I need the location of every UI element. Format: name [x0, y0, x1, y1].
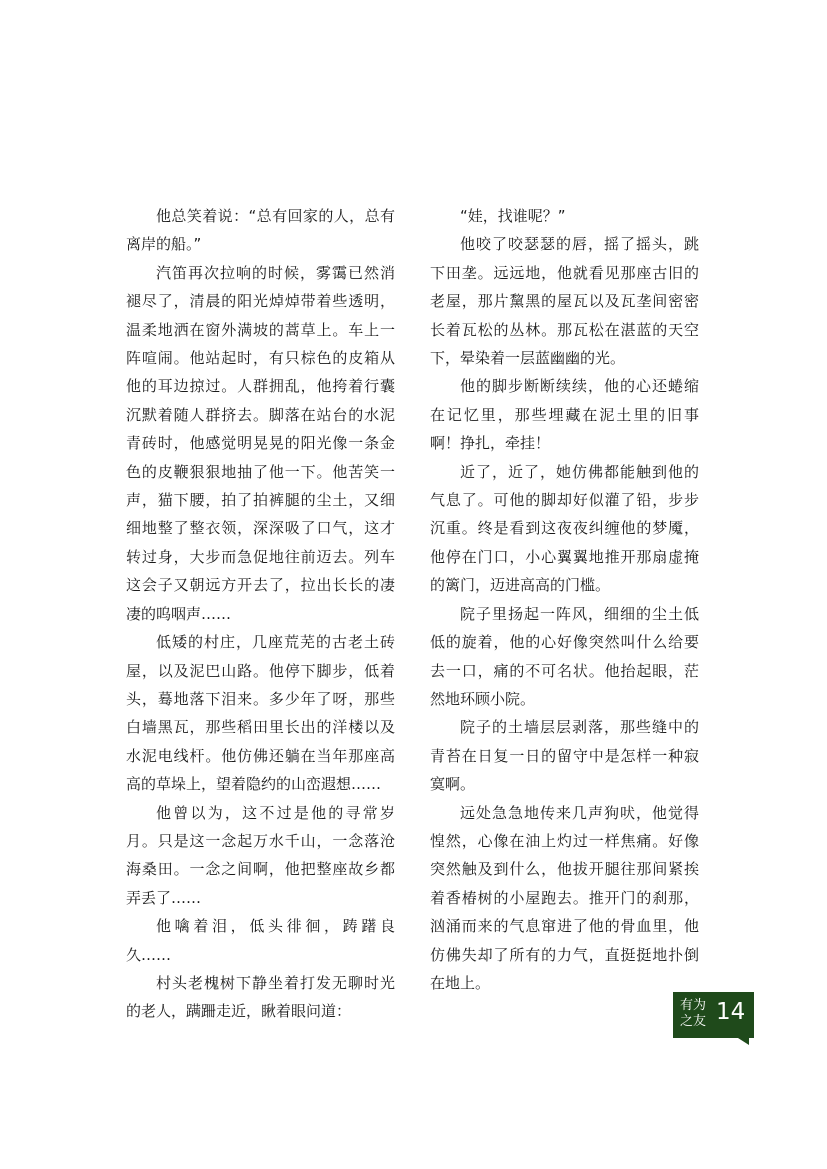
paragraph: 低矮的村庄，几座荒芜的古老土砖屋，以及泥巴山路。他停下脚步，低着头，蓦地落下泪来。多少年了呀，那些白墙黑瓦，那些稻田里长出的洋楼以及水泥电线杆。他仿佛还躺在当年那座高高的草垛上，望着隐约的山峦遐想…… — [126, 633, 395, 794]
page-number-badge — [673, 992, 754, 1038]
paragraph: 他噙着泪，低头徘徊，踌躇良久…… — [126, 917, 395, 964]
paragraph: 近了，近了，她仿佛都能触到他的气息了。可他的脚却好似灌了铅，步步沉重。终是看到这夜夜纠缠他的梦魇，他停在门口，小心翼翼地推开那扇虚掩的篱门，迈进高高的门槛。 — [430, 462, 699, 595]
right-text-column — [430, 202, 699, 997]
paragraph: 汽笛再次拉响的时候，雾霭已然消褪尽了，清晨的阳光焯焯带着些透明，温柔地洒在窗外满坡的蒿草上。车上一阵喧闹。他站起时，有只棕色的皮箱从他的耳边掠过。人群拥乱，他挎着行囊沉默着随人群挤去。脚落在站台的水泥青砖时，他感觉明晃晃的阳光像一条金色的皮鞭狠狠地抽了他一下。他苦笑一声，猫下腰，拍了拍裤腿的尘土，又细细地整了整衣领，深深吸了口气，这才转过身，大步而急促地往前迈去。列车这会子又朝远方开去了，拉出长长的凄凄的呜咽声…… — [126, 263, 395, 623]
paragraph: 院子里扬起一阵风，细细的尘土低低的旋着，他的心好像突然叫什么给要去一口，痛的不可名状。他抬起眼，茫然地环顾小院。 — [430, 604, 699, 708]
paragraph: 他咬了咬瑟瑟的唇，摇了摇头，跳下田垄。远远地，他就看见那座古旧的老屋，那片黧黑的屋瓦以及瓦垄间密密长着瓦松的丛林。那瓦松在湛蓝的天空下，晕染着一层蓝幽幽的光。 — [430, 235, 699, 368]
paragraph: “娃，找谁呢？” — [460, 207, 566, 225]
paragraph: 他曾以为，这不过是他的寻常岁月。只是这一念起万水千山，一念落沧海桑田。一念之间啊，他把整座故乡都弄丢了…… — [126, 803, 395, 907]
left-text-column — [126, 202, 395, 1026]
magazine-name-line1: 有为 — [680, 998, 707, 1013]
paragraph: 他总笑着说：“总有回家的人，总有离岸的船。” — [126, 207, 395, 254]
paragraph: 他的脚步断断续续，他的心还蜷缩在记忆里，那些埋藏在泥土里的旧事啊！挣扎，牵挂！ — [430, 377, 699, 453]
page-number: 14 — [716, 999, 746, 1025]
paragraph: 远处急急地传来几声狗吠，他觉得惶然，心像在油上灼过一样焦痛。好像突然触及到什么，他拔开腿往那间紧挨着香椿树的小屋跑去。推开门的刹那，汹涌而来的气息窜进了他的骨血里，他仿佛失却了所有的力气，直挺挺地扑倒在地上。 — [430, 803, 699, 992]
magazine-name — [680, 998, 710, 1030]
paragraph: 村头老槐树下静坐着打发无聊时光的老人，蹒跚走近，瞅着眼问道： — [126, 973, 395, 1021]
paragraph: 院子的土墙层层剥落，那些缝中的青苔在日复一日的留守中是怎样一种寂寞啊。 — [430, 718, 699, 794]
magazine-name-line2: 之友 — [680, 1014, 707, 1029]
